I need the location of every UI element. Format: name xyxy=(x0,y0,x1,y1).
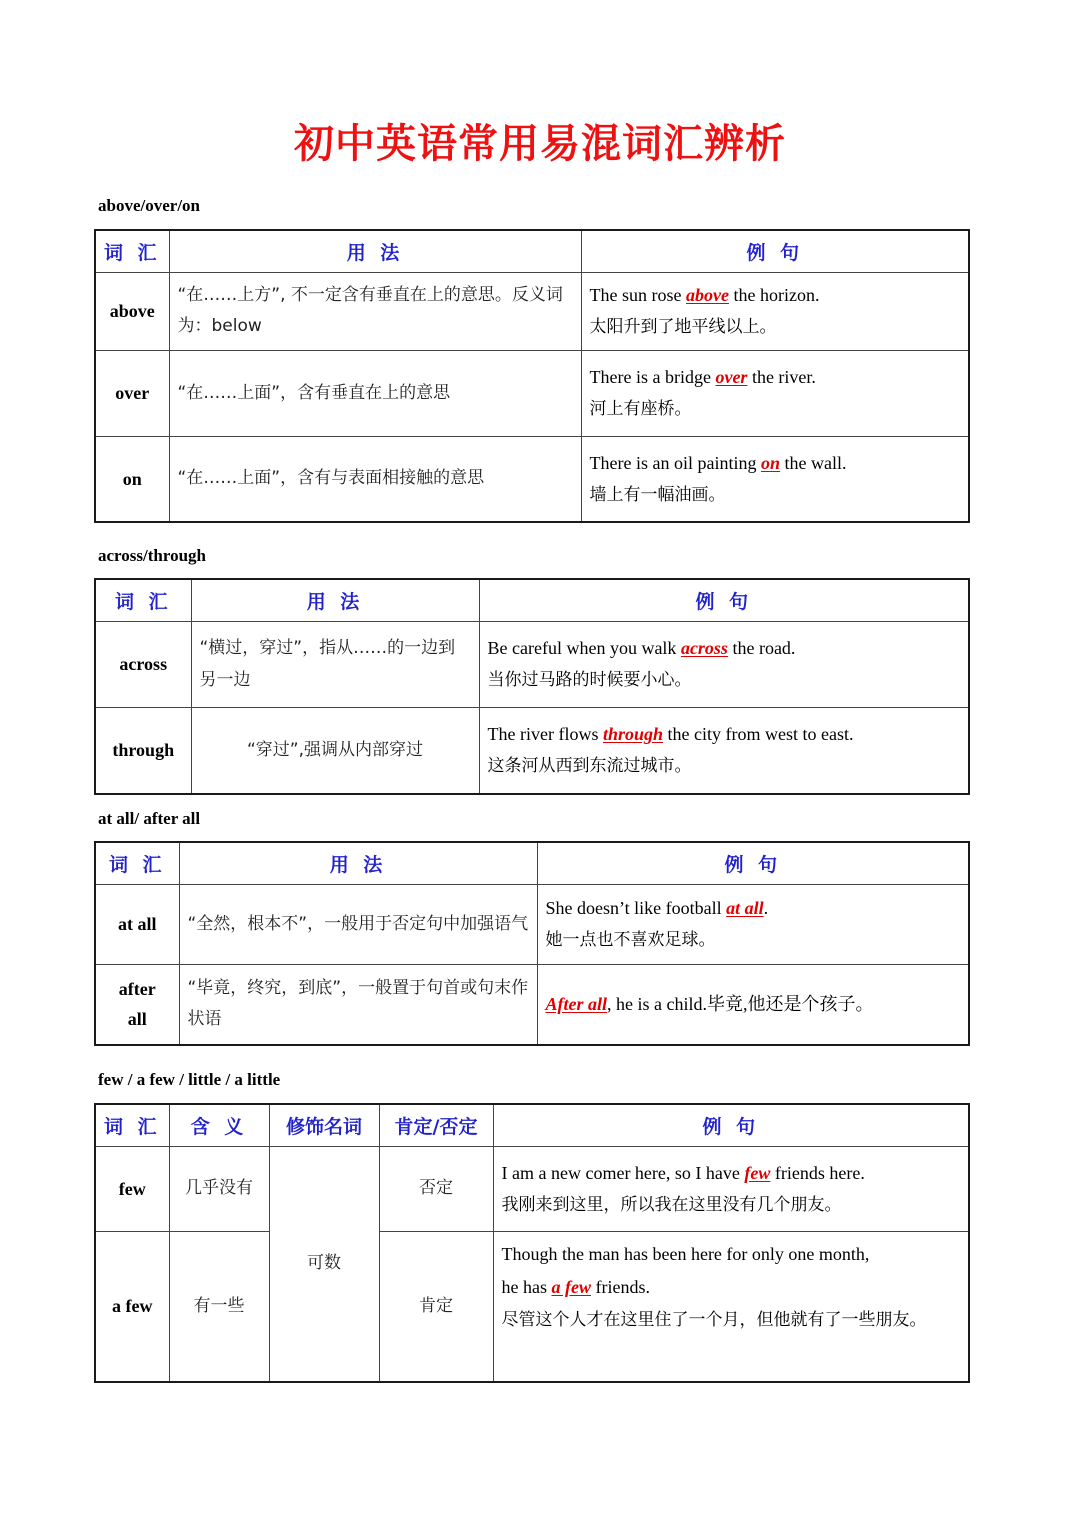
column-header-example: 例 句 xyxy=(479,579,969,622)
table-row xyxy=(95,965,969,1045)
cell-meaning: 几乎没有 xyxy=(169,1147,269,1232)
example-sentence-en xyxy=(546,892,961,925)
cell-word: on xyxy=(95,436,169,522)
cell-example xyxy=(537,885,969,965)
example-text-after: the horizon. xyxy=(728,285,820,305)
table-few-a-few xyxy=(94,1103,970,1383)
example-text-after: friends here. xyxy=(770,1162,865,1183)
example-keyword: at all xyxy=(726,898,764,919)
example-text-after: . xyxy=(763,898,769,919)
column-header-noun-type: 修饰名词 xyxy=(269,1104,379,1147)
example-sentence-cn: 她一点也不喜欢足球。 xyxy=(545,930,716,951)
cell-word-line1: after xyxy=(118,978,156,999)
example-text-after: the wall. xyxy=(779,452,847,473)
column-header-meaning: 含 义 xyxy=(169,1104,269,1147)
column-header-word: 词 汇 xyxy=(95,230,169,273)
table-header-row xyxy=(95,230,969,273)
section-heading-above-over-on: above/over/on xyxy=(98,196,200,215)
example-sentence-en xyxy=(488,632,961,665)
table-row xyxy=(95,1232,969,1382)
column-header-word: 词 汇 xyxy=(95,842,179,885)
table-header-row xyxy=(95,579,969,622)
cell-usage: “在……上面”，含有与表面相接触的意思 xyxy=(169,436,581,522)
column-header-usage: 用 法 xyxy=(179,842,537,885)
example-text-after: , he is a child.毕竟,他还是个孩子。 xyxy=(607,993,874,1014)
example-keyword: After all xyxy=(545,993,607,1014)
cell-word: across xyxy=(95,622,191,708)
example-text-before: The sun rose xyxy=(589,285,686,305)
example-text-before: The river flows xyxy=(487,723,603,744)
cell-usage: “毕竟，终究，到底”，一般置于句首或句末作状语 xyxy=(179,965,537,1045)
column-header-word: 词 汇 xyxy=(95,1104,169,1147)
cell-word: a few xyxy=(95,1232,169,1382)
cell-example xyxy=(581,350,969,436)
cell-meaning: 有一些 xyxy=(169,1232,269,1382)
table-row xyxy=(95,622,969,708)
section-heading-at-all-after-all: at all/ after all xyxy=(98,809,201,828)
example-sentence-cn: 墙上有一幅油画。 xyxy=(589,484,726,505)
column-header-polarity: 肯定/否定 xyxy=(379,1104,493,1147)
cell-example xyxy=(479,622,969,708)
table-row xyxy=(95,350,969,436)
table-row xyxy=(95,1147,969,1232)
example-sentence-en xyxy=(546,988,961,1021)
cell-usage: “横过，穿过”，指从……的一边到另一边 xyxy=(191,622,479,708)
example-keyword: a few xyxy=(551,1277,591,1298)
table-row xyxy=(95,885,969,965)
table-row xyxy=(95,436,969,522)
example-sentence-en xyxy=(590,447,961,480)
column-header-example: 例 句 xyxy=(537,842,969,885)
cell-usage: “全然，根本不”，一般用于否定句中加强语气 xyxy=(179,885,537,965)
example-sentence-en-line1: Though the man has been here for only one month, xyxy=(501,1244,870,1264)
example-keyword: on xyxy=(760,452,780,473)
example-text-after: the city from west to east. xyxy=(663,723,854,744)
cell-polarity: 否定 xyxy=(379,1147,493,1232)
cell-example xyxy=(479,708,969,794)
table-above-over-on xyxy=(94,229,970,523)
cell-example xyxy=(581,436,969,522)
column-header-usage: 用 法 xyxy=(169,230,581,273)
example-sentence-cn: 我刚来到这里，所以我在这里没有几个朋友。 xyxy=(501,1194,842,1215)
cell-word: at all xyxy=(95,885,179,965)
table-header-row xyxy=(95,842,969,885)
example-sentence-en xyxy=(590,279,961,312)
example-text-before: There is a bridge xyxy=(589,366,716,387)
example-text-before: he has xyxy=(501,1277,552,1298)
cell-word: few xyxy=(95,1147,169,1232)
cell-word: over xyxy=(95,350,169,436)
example-sentence-cn: 这条河从西到东流过城市。 xyxy=(487,756,692,777)
example-sentence-en xyxy=(502,1157,961,1190)
example-keyword: through xyxy=(602,723,664,744)
example-sentence-en xyxy=(590,361,961,394)
example-text-after: friends. xyxy=(590,1277,650,1298)
table-row xyxy=(95,708,969,794)
example-text-before: Be careful when you walk xyxy=(487,638,681,659)
column-header-example: 例 句 xyxy=(493,1104,969,1147)
cell-polarity: 肯定 xyxy=(379,1232,493,1382)
example-text-after: the river. xyxy=(747,366,816,387)
cell-word xyxy=(95,965,179,1045)
cell-noun-type: 可数 xyxy=(269,1147,379,1382)
table-at-all-after-all xyxy=(94,841,970,1046)
table-row xyxy=(95,273,969,351)
example-text-before: I am a new comer here, so I have xyxy=(501,1162,745,1183)
table-across-through xyxy=(94,578,970,795)
example-sentence-en xyxy=(488,718,961,751)
example-text-before: She doesn’t like football xyxy=(545,898,727,919)
page-title: 初中英语常用易混词汇辨析 xyxy=(294,121,786,167)
cell-usage: “在……上面”，含有垂直在上的意思 xyxy=(169,350,581,436)
cell-word: above xyxy=(95,273,169,351)
column-header-example: 例 句 xyxy=(581,230,969,273)
cell-usage: “穿过”,强调从内部穿过 xyxy=(191,708,479,794)
example-keyword: across xyxy=(680,638,728,659)
example-text-before: There is an oil painting xyxy=(589,452,761,473)
example-keyword: few xyxy=(744,1162,771,1183)
example-keyword: over xyxy=(715,366,748,387)
example-sentence-cn: 河上有座桥。 xyxy=(589,399,692,420)
example-sentence-cn: 尽管这个人才在这里住了一个月，但他就有了一些朋友。 xyxy=(501,1309,927,1330)
cell-example xyxy=(581,273,969,351)
example-text-after: the road. xyxy=(727,638,796,659)
section-heading-few-a-few: few / a few / little / a little xyxy=(98,1070,281,1089)
cell-word-line2: all xyxy=(127,1009,147,1030)
cell-example xyxy=(493,1147,969,1232)
cell-example xyxy=(493,1232,969,1382)
column-header-usage: 用 法 xyxy=(191,579,479,622)
table-header-row xyxy=(95,1104,969,1147)
cell-example xyxy=(537,965,969,1045)
example-sentence-en-line2 xyxy=(502,1271,961,1304)
section-heading-across-through: across/through xyxy=(98,546,207,565)
cell-usage: “在……上方”, 不一定含有垂直在上的意思。反义词为：below xyxy=(169,273,581,351)
example-sentence-cn: 当你过马路的时候要小心。 xyxy=(487,670,692,691)
column-header-word: 词 汇 xyxy=(95,579,191,622)
cell-word: through xyxy=(95,708,191,794)
example-keyword: above xyxy=(685,285,729,305)
example-sentence-cn: 太阳升到了地平线以上。 xyxy=(589,317,777,338)
